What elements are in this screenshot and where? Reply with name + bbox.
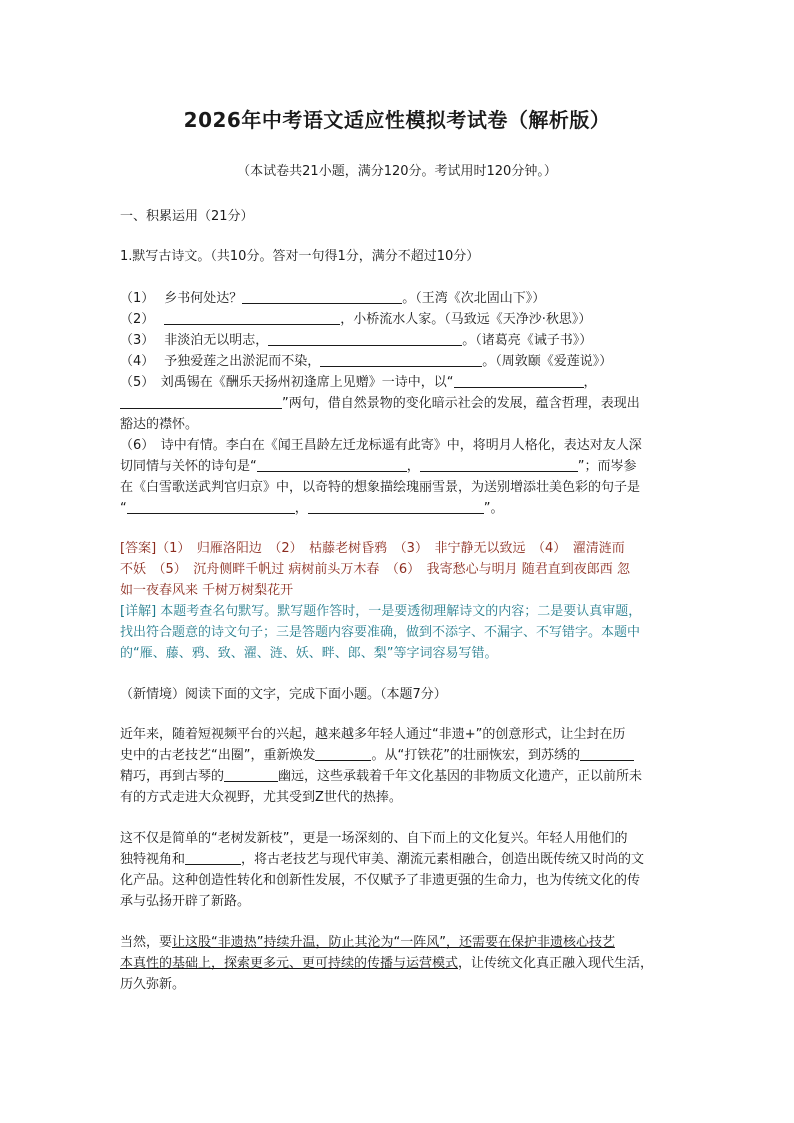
passage-line: 史中的古老技艺“出圈”，重新焕发 。从“打铁花”的壮丽恢宏，到苏绣的 bbox=[120, 744, 634, 763]
question-1-heading: 1.默写古诗文。（共10分。答对一句得1分，满分不超过10分） bbox=[120, 249, 480, 264]
passage-line: 化产品。这种创造性转化和创新性发展，不仅赋予了非遗更强的生命力，也为传统文化的传 bbox=[120, 873, 641, 888]
passage-line: 承与弘扬开辟了新路。 bbox=[120, 894, 251, 909]
answer-blank[interactable] bbox=[164, 310, 340, 325]
question-item-6-cont2: 在《白雪歌送武判官归京》中，以奇特的想象描绘瑰丽雪景，为送别增添壮美色彩的句子是 bbox=[120, 480, 641, 495]
answer-blank[interactable] bbox=[224, 767, 278, 782]
answer-blank[interactable] bbox=[127, 499, 295, 514]
answer-blank[interactable] bbox=[454, 373, 584, 388]
page-title: 2026年中考语文适应性模拟考试卷（解析版） bbox=[183, 108, 611, 132]
question-item-2: （2） ，小桥流水人家。（马致远《天净沙·秋思》） bbox=[120, 312, 592, 327]
answer-line: 如一夜春风来 千树万树梨花开 bbox=[120, 583, 294, 598]
question-item-6-cont: 切同情与关怀的诗句是“ ， ”；而岑参 bbox=[120, 459, 637, 474]
passage-line: 当然，要让这股“非遗热”持续升温，防止其沦为“一阵风”，还需要在保护非遗核心技艺 bbox=[120, 935, 615, 950]
answer-blank[interactable] bbox=[257, 457, 407, 472]
answer-line: [答案]（1） 归雁洛阳边 （2） 枯藤老树昏鸦 （3） 非宁静无以致远 （4） 濯清涟而 bbox=[120, 541, 625, 556]
analysis-line: [详解] 本题考查名句默写。默写题作答时，一是要透彻理解诗文的内容；二是要认真审题， bbox=[120, 604, 642, 619]
question-item-3: （3） 非淡泊无以明志， 。（诸葛亮《诫子书》） bbox=[120, 333, 593, 348]
answer-blank[interactable] bbox=[185, 850, 241, 865]
passage-line: 这不仅是简单的“老树发新枝”，更是一场深刻的、自下而上的文化复兴。年轻人用他们的 bbox=[120, 831, 628, 846]
reading-intro: （新情境）阅读下面的文字，完成下面小题。（本题7分） bbox=[120, 687, 447, 702]
answer-blank[interactable] bbox=[268, 331, 462, 346]
passage-line: 近年来，随着短视频平台的兴起，越来越多年轻人通过“非遗+”的创意形式，让尘封在历 bbox=[120, 727, 626, 742]
answer-blank[interactable] bbox=[315, 746, 371, 761]
answer-blank[interactable] bbox=[320, 352, 482, 367]
passage-line: 独特视角和 ，将古老技艺与现代审美、潮流元素相融合，创造出既传统又时尚的文 bbox=[120, 852, 645, 867]
question-item-5-end: 豁达的襟怀。 bbox=[120, 417, 199, 432]
analysis-line: 找出符合题意的诗文句子；三是答题内容要准确，做到不添字、不漏字、不写错字。本题中 bbox=[120, 625, 641, 640]
answer-blank[interactable] bbox=[580, 746, 634, 761]
passage-line: 精巧，再到古琴的 幽远，这些承载着千年文化基因的非物质文化遗产，正以前所未 bbox=[120, 769, 643, 784]
question-item-6: （6） 诗中有情。李白在《闻王昌龄左迁龙标遥有此寄》中，将明月人格化，表达对友人深 bbox=[120, 438, 642, 453]
answer-blank[interactable] bbox=[242, 289, 402, 304]
analysis-line: 的“雁、藤、鸦、致、濯、涟、妖、畔、郎、梨”等字词容易写错。 bbox=[120, 646, 498, 661]
question-item-1: （1） 乡书何处达？ 。（王湾《次北固山下》） bbox=[120, 291, 546, 306]
section-heading: 一、积累运用（21分） bbox=[120, 209, 254, 224]
question-item-5: （5） 刘禹锡在《酬乐天扬州初逢席上见赠》一诗中，以“ ， bbox=[120, 375, 597, 390]
underlined-sentence: 本真性的基础上，探索更多元、更可持续的传播与运营模式 bbox=[120, 956, 459, 971]
answer-blank[interactable] bbox=[120, 394, 282, 409]
answer-line: 不妖 （5） 沉舟侧畔千帆过 病树前头万木春 （6） 我寄愁心与明月 随君直到夜郎西 忽 bbox=[120, 562, 630, 577]
underlined-sentence: 让这股“非遗热”持续升温，防止其沦为“一阵风”，还需要在保护非遗核心技艺 bbox=[172, 935, 615, 950]
exam-info: （本试卷共21小题，满分120分。考试用时120分钟。） bbox=[237, 164, 557, 179]
question-item-4: （4） 予独爱莲之出淤泥而不染， 。（周敦颐《爱莲说》） bbox=[120, 354, 613, 369]
answer-blank[interactable] bbox=[308, 499, 484, 514]
passage-line: 历久弥新。 bbox=[120, 977, 186, 992]
question-item-6-end: “ ， ”。 bbox=[120, 501, 504, 516]
passage-line: 有的方式走进大众视野，尤其受到Z世代的热捧。 bbox=[120, 790, 402, 805]
answer-blank[interactable] bbox=[420, 457, 578, 472]
passage-line: 本真性的基础上，探索更多元、更可持续的传播与运营模式，让传统文化真正融入现代生活， bbox=[120, 956, 654, 971]
question-item-5-cont: ”两句，借自然景物的变化暗示社会的发展，蕴含哲理，表现出 bbox=[120, 392, 640, 411]
